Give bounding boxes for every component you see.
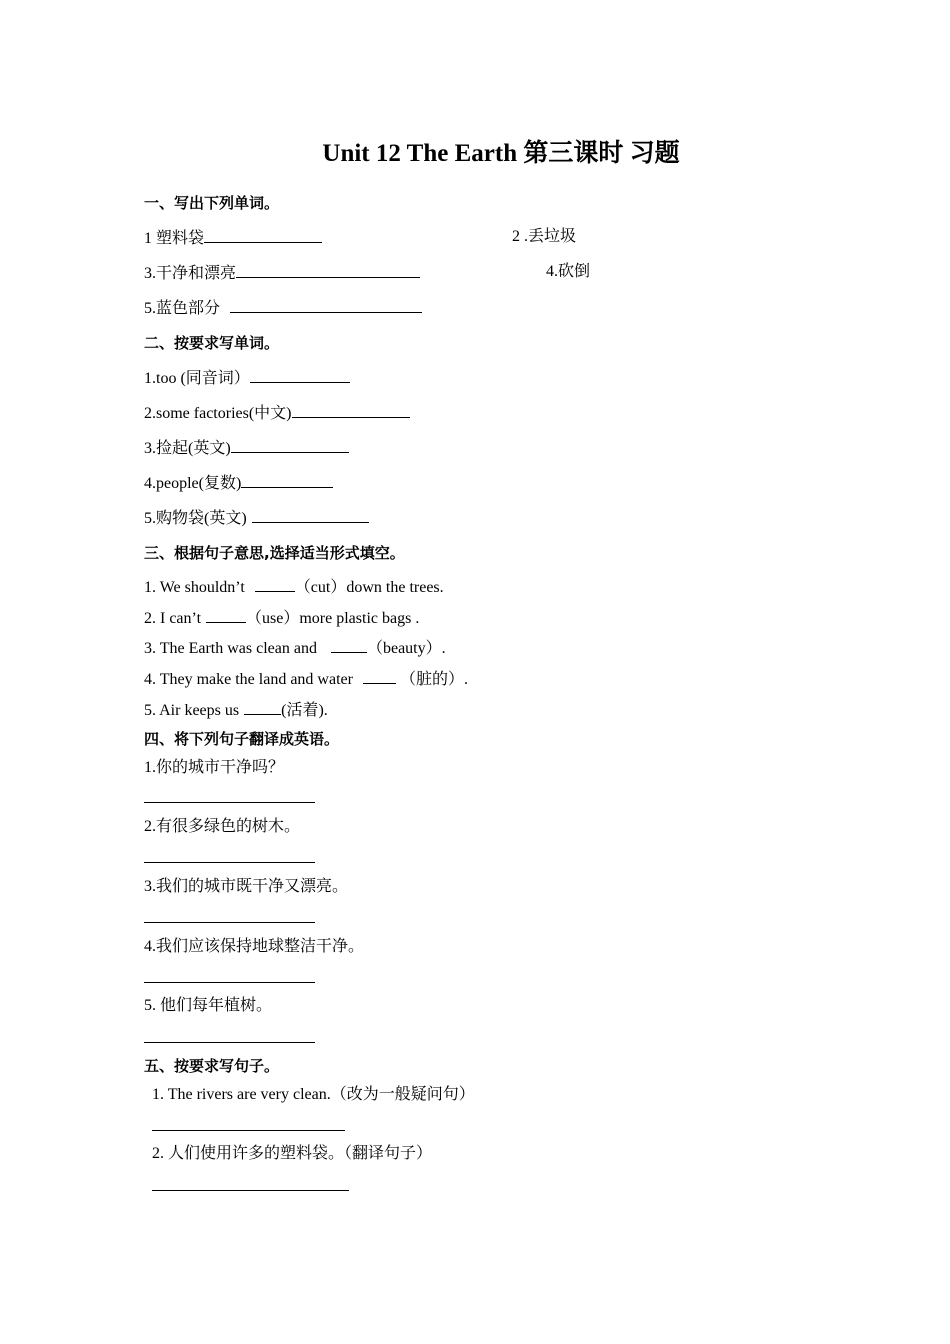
s2-item-5-blank[interactable] [252, 507, 369, 523]
s2-item-4-blank[interactable] [241, 472, 333, 488]
s4-item-3: 3.我们的城市既干净又漂亮。 [144, 878, 349, 895]
s2-item-5-text: 5.购物袋(英文) [144, 510, 247, 527]
s3-item-1-blank[interactable] [255, 576, 295, 592]
s3-item-3-blank[interactable] [331, 637, 367, 653]
s1-item-3 [144, 262, 420, 284]
s3-item-5-pre: 5. Air keeps us [144, 702, 240, 719]
s3-item-3 [144, 637, 446, 659]
s4-answer-line-5[interactable] [144, 1042, 315, 1043]
s2-item-3 [144, 437, 349, 459]
section3-heading: 三、根据句子意思,选择适当形式填空。 [144, 544, 405, 562]
s2-item-5 [144, 507, 369, 529]
s2-item-4-text: 4.people(复数) [144, 475, 242, 492]
s3-item-2-blank[interactable] [206, 607, 246, 623]
s5-answer-line-1[interactable] [152, 1130, 345, 1131]
s5-item-1: 1. The rivers are very clean.（改为一般疑问句） [152, 1086, 475, 1103]
s1-item-4-text: 4.砍倒 [546, 263, 591, 280]
s3-item-3-pre: 3. The Earth was clean and [144, 640, 317, 657]
s4-item-4: 4.我们应该保持地球整洁干净。 [144, 938, 365, 955]
s3-item-2-pre: 2. I can’t [144, 610, 202, 627]
s1-item-2-text: 2 .丢垃圾 [512, 228, 577, 245]
s3-item-2-post: （use）more plastic bags . [246, 610, 420, 627]
s4-answer-line-4[interactable] [144, 982, 315, 983]
s1-item-1-blank[interactable] [204, 227, 322, 243]
s3-item-5 [144, 699, 328, 721]
s4-item-5: 5. 他们每年植树。 [144, 997, 273, 1014]
s1-item-5-text: 5.蓝色部分 [144, 300, 221, 317]
s3-item-4-post: （脏的）. [399, 671, 468, 688]
section2-heading: 二、按要求写单词。 [144, 334, 280, 352]
s3-item-4 [144, 668, 468, 690]
s3-item-1-pre: 1. We shouldn’t [144, 579, 245, 596]
s4-item-1: 1.你的城市干净吗？ [144, 759, 285, 776]
s3-item-2 [144, 607, 419, 629]
s2-item-2-text: 2.some factories(中文) [144, 405, 292, 422]
s1-item-5 [144, 297, 422, 319]
s1-item-4 [546, 262, 590, 282]
s5-answer-line-2[interactable] [152, 1190, 349, 1191]
s4-answer-line-2[interactable] [144, 862, 315, 863]
s2-item-1-blank[interactable] [250, 367, 350, 383]
section1-heading: 一、写出下列单词。 [144, 194, 280, 212]
s3-item-4-blank[interactable] [363, 668, 396, 684]
s3-item-5-blank[interactable] [244, 699, 281, 715]
s3-item-3-post: （beauty）. [366, 640, 446, 657]
section5-heading: 五、按要求写句子。 [144, 1057, 280, 1075]
s3-item-1 [144, 576, 444, 598]
s1-item-5-blank[interactable] [230, 297, 422, 313]
s2-item-4 [144, 472, 333, 494]
s2-item-1-text: 1.too (同音词） [144, 370, 250, 387]
s5-item-2: 2. 人们使用许多的塑料袋。（翻译句子） [152, 1145, 433, 1162]
page-title: Unit 12 The Earth 第三课时 习题 [322, 140, 680, 167]
s4-item-2: 2.有很多绿色的树木。 [144, 818, 301, 835]
s2-item-3-text: 3.捡起(英文) [144, 440, 231, 457]
s4-answer-line-1[interactable] [144, 802, 315, 803]
s1-item-1 [144, 227, 322, 249]
s1-item-3-text: 3.干净和漂亮 [144, 265, 237, 282]
s3-item-5-post: (活着). [281, 702, 328, 719]
s1-item-1-text: 1 塑料袋 [144, 230, 205, 247]
s2-item-2-blank[interactable] [292, 402, 410, 418]
s3-item-4-pre: 4. They make the land and water [144, 671, 353, 688]
s1-item-2 [512, 227, 576, 247]
s1-item-3-blank[interactable] [236, 262, 420, 278]
s2-item-3-blank[interactable] [231, 437, 349, 453]
section4-heading: 四、将下列句子翻译成英语。 [144, 730, 340, 748]
s4-answer-line-3[interactable] [144, 922, 315, 923]
s2-item-2 [144, 402, 410, 424]
s3-item-1-post: （cut）down the trees. [294, 579, 444, 596]
s2-item-1 [144, 367, 350, 389]
